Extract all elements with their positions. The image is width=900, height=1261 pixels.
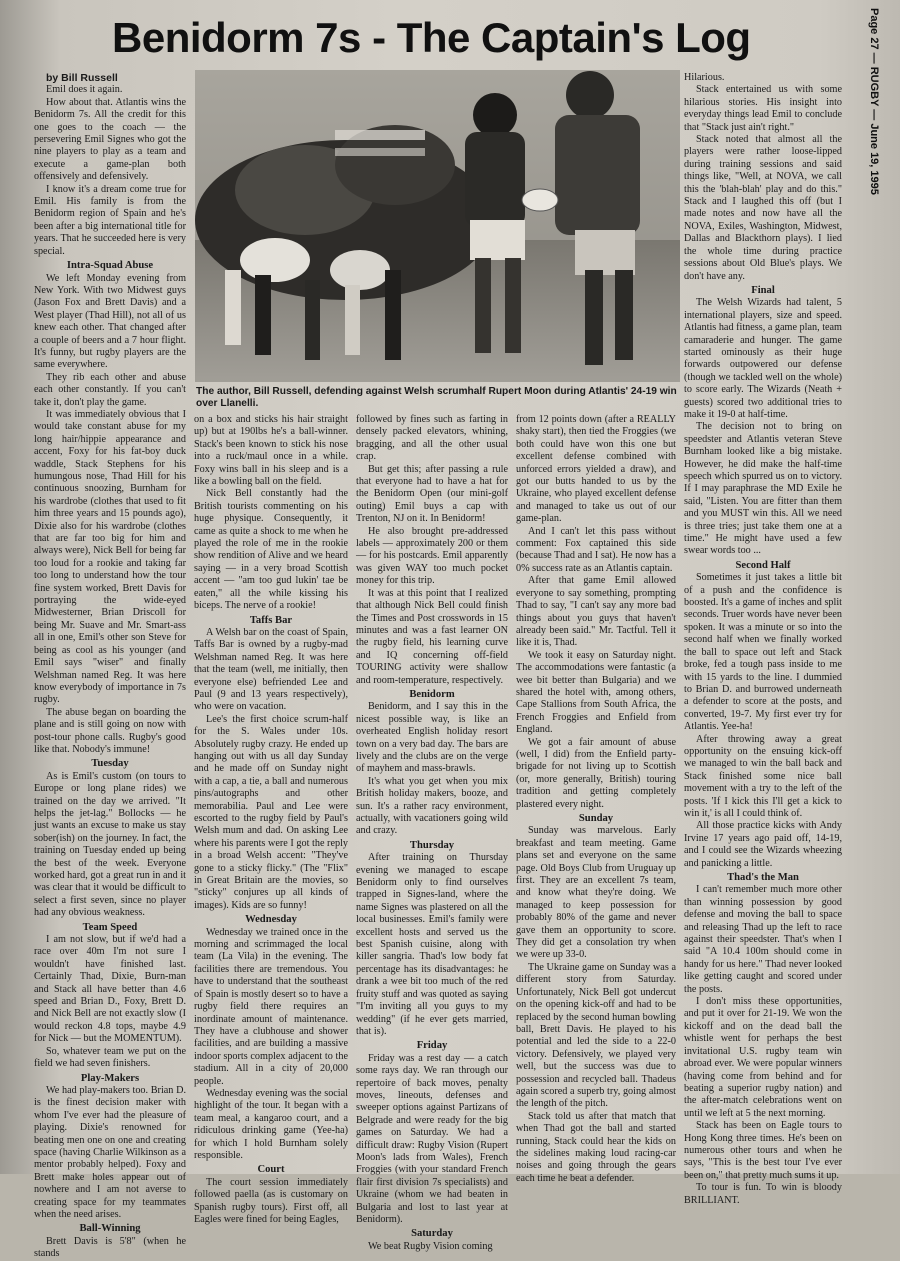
paragraph: Stack noted that almost all the players were rather loose-lipped during training sessions and said things like, "Well, at NOVA, we call this the 'blah-blah' play and do this." Stack and I laughed this off (but I made notes and now have all the NOVA, Exiles, Washington, Midwest, Dallas and Blackthorn plays). I lied the whole time during practice sessions about Old Blue's plays. We don't have any. (684, 134, 842, 282)
paragraph: We took it easy on Saturday night. The accommodations were fantastic (a wee bit better than Bulgaria) and we shared the hotel with, among others, Cape Stallions from South Africa, the French Froggies and Enfield from England. (516, 649, 676, 736)
subhead: Thursday (409, 839, 455, 851)
paragraph: The decision not to bring on speedster and Atlantis veteran Steve Burnham looked like a big mistake. However, he did make the half-time speech which spurred us on to victory. If I may paraphrase the MD Exile he said, "Listen. You are fitter than them and you MUST win this. All we need is three tries; just take them one at a time." He might have used a few swear words too ... (684, 421, 842, 557)
paragraph: The Welsh Wizards had talent, 5 international players, size and speed. Atlantis had fitness, a game plan, team camaraderie and hunger. The game started ominously as their huge forwards outpowered our defense (though we tackled well on the whole) to score early. The Wizards (Neath + guests) scored two additional tries to make it 19-0 at half-time. (684, 297, 842, 420)
paragraph: Wednesday we trained once in the morning and scrimmaged the local team (La Vila) in the evening. The facilities there are tremendous. You have to understand that the southeast of Spain is mostly desert so to have a rugby field there requires an inordinate amount of maintenance. They have a clubhouse and shower facilities, and are building a massive indoor sports complex adjacent to the stadium. All in a city of 20,000 people. (194, 926, 348, 1087)
paragraph: Sometimes it just takes a little bit of a push and the confidence is boosted. It's a game of inches and split seconds. Truer words have never been spoken. It was a minute or so into the second half when we finally worked the ball to space out left and Stack broke, fed a tough pass inside to me with 15 yards to the line. I dummied to Brian D. and burrowed underneath a defender to score at the posts, and converted, 19-7. My first ever try for Atlantis. Yee-ha! (684, 572, 842, 733)
paragraph: To tour is fun. To win is bloody BRILLIANT. (684, 1182, 842, 1206)
paragraph: Sunday was marvelous. Early breakfast and team meeting. Game plans set and everyone on the same page. Old Boys Club from Uruguay up first. They are an excellent 7s team, and know what they're doing. We managed to keep possession for probably 80% of the game and never gave them an opportunity to score. They did get a consolation try when we were up 33-0. (516, 825, 676, 961)
subhead: Ball-Winning (79, 1223, 141, 1235)
paragraph: Lee's the first choice scrum-half for the S. Wales under 10s. Absolutely rugby crazy. He ended up hanging out with us all day Sunday and he made off on Sunday night with a cap, a tie, a ball and numerous pins/autographs and other memorabilia. Paul and Lee were escorted to the rugby field by Paul's Welsh mum and dad. On asking Lee where his parents were I got the reply in a broad Welsh accent: "They've gone to a sticky flicky." (The "Flix" in Great Britain are the movies, so "sticky" conjures up all kinds of images). Kids are so funny! (194, 713, 348, 911)
paragraph: After training on Thursday evening we managed to escape Benidorm only to find ourselves trapped in Signes-land, where the name Signes was plastered on all the local businesses. Emil's family were excellent hosts and served us the best Spanish cuisine, along with killer sangria. Thad's low body fat percentage has its disadvantages: he drank a wee bit too much of the red fruity stuff and was quoted as saying "I'm inviting all you guys to my wedding" (if he ever gets married, that is). (356, 852, 508, 1037)
paragraph: on a box and sticks his hair straight up) but at 190lbs he's a ball-winner. Stack's been known to stick his nose into a ruck/maul once in a while. Foxy wins ball in his sleep and is a like a bowling ball on the field. (194, 414, 348, 488)
paragraph: After that game Emil allowed everyone to say something, prompting Thad to say, "I can't say any more bad things about you guys that haven't already been said." Mr. Tactful. Tell it like it is, Thad. (516, 575, 676, 649)
paragraph: Stack has been on Eagle tours to Hong Kong three times. He's been on numerous other tours and when he says, "This is the best tour I've ever been on," that pretty much sums it up. (684, 1120, 842, 1181)
paragraph: And I can't let this pass without comment: Fox captained this side (because Thad and I sat). He now has a 0% success rate as an Atlantis captain. (516, 525, 676, 574)
paragraph: We had play-makers too. Brian D. is the finest decision maker with whom I've ever had the pleasure of playing. Dixie's renowned for beating men one on one and creating space (having Charlie Wilkinson as a mentor probably helped). Foxy and Brett make holes appear out of nowhere and I am not averse to creating space for my teammates when the need arises. (34, 1084, 186, 1220)
paragraph: Emil does it again. (46, 84, 123, 96)
paragraph: As is Emil's custom (on tours to Europe or long plane rides) we trained on the day we arrived. "It helps the jet-lag." Bollocks — he just wants an excuse to make us stay sober(ish) on the journey. In fact, the training on Tuesday ended up being the best of the week. Everyone worked hard, got a great run in and it was clear that it would be difficult to select a first seven, since no player had any obvious weakness. (34, 770, 186, 919)
paragraph: I can't remember much more other than winning possession by good defense and moving the ball to space and releasing Thad up the left to race against their speedster. That's when I said "A 10.4 100m should come in handy for us here." Thad never looked like getting caught and scored under the posts. (684, 884, 842, 995)
column-2 (194, 414, 348, 1225)
subhead: Benidorm (409, 688, 455, 700)
subhead: Sunday (578, 813, 614, 824)
paragraph: The Ukraine game on Sunday was a different story from Saturday. Unfortunately, Nick Bell got undercut on the opening kick-off and had to be replaced by the second human bowling ball, Brett Davis. He played to his potential and led the side to a 22-0 victory. Defensively, we played very well, but the success was due to possession and recycled ball. Thadeus again scored a superb try, going almost the length of the pitch. (516, 961, 676, 1110)
paragraph: Nick Bell constantly had the British tourists commenting on his huge physique. Consequently, it came as quite a shock to me when he played the role of me in the rookie show rendition of Alive and we heard saying — in a very broad Scottish accent — "am too gud lukin' tae be eaten," all the while kissing his biceps. The nerve of a rookie! (194, 488, 348, 612)
column-1 (34, 72, 186, 1260)
subhead: Second Half (735, 559, 791, 571)
paragraph: We got a fair amount of abuse (well, I did) from the Enfield party-brigade for not living up to Scottish (or, more generally, British) touring tradition and getting completely plastered every night. (516, 736, 676, 810)
rugby-scrum-photo (195, 70, 680, 382)
subhead: Saturday (411, 1228, 453, 1240)
subhead: Intra-Squad Abuse (66, 260, 154, 272)
paragraph: Stack told us after that match that when Thad got the ball and started running, Stack could hear the kids on the sidelines making loud racing-car noises and going through the gears each time he beat a defender. (516, 1110, 676, 1184)
paragraph: Friday was a rest day — a catch some rays day. We ran through our repertoire of back moves, penalty moves, lineouts, defenses and sweeper options against Partizans of Belgrade and were ready for the big games on Saturday. We had a difficult draw: Rugby Vision (Rupert Moon's lads from Wales), French Froggies (with your standard French flair first division 7s specialists) and Ukraine (whom we had beaten in Bulgaria and lost to last year at Benidorm). (356, 1052, 508, 1225)
paragraph: How about that. Atlantis wins the Benidorm 7s. All the credit for this one goes to the coach — the persevering Emil Signes who got the nine players to play as a team and execute a game-plan both offensively and defensively. (34, 96, 186, 183)
paragraph: But get this; after passing a rule that everyone had to have a hat for the Benidorm Open (our mini-golf outing) Emil buys a cap with Trenton, NJ on it. In Benidorm! (356, 463, 508, 525)
paragraph: It was at this point that I realized that although Nick Bell could finish the Times and Post crosswords in 15 minutes and was a fast learner ON the rugby field, his learning curve and IQ concerning off-field TOURING activity were shallow and room-temperature, respectively. (356, 587, 508, 686)
subhead: Tuesday (91, 758, 129, 770)
paragraph: Wednesday evening was the social highlight of the tour. It began with a team meal, a kangaroo court, and a ridiculous drinking game (Yee-ha) for which I hold Burnham solely responsible. (194, 1087, 348, 1161)
paragraph: It was immediately obvious that I would take constant abuse for my long hair/hippie appearance and accent, Foxy for his fat-boy duck waddle, Stack Stephens for his humungous nose, Thad Hill for his continuous snoozing, Burnham for his wardrobe (clothes that used to fit him three years and 15 pounds ago), Dixie also for his wardrobe (clothes that are far too big for him and always were), Nick Bell for being far too loud for a rookie and taking far too long to understand how the tour fine system worked, Brett Davis for portraying the wide-eyed Midwesterner, Brian Driscoll for being Mr. Suave and Mr. Smart-ass all in one, Emil's other son Steve for being as cool as his younger (and Emil says "wiser" and finally Welshman named Reg. It was here know everybody of importance in 7s rugby. (34, 408, 186, 706)
running-head (868, 8, 892, 308)
subhead: Friday (416, 1040, 448, 1052)
column-4 (516, 414, 676, 1184)
paragraph: from 12 points down (after a REALLY shaky start), then tied the Froggies (we both could have won this one but excellent defense combined with unforced errors yielded a draw), and got our butts handed to us by the Ukraine, who played excellent defense and managed to take us out of our game-plan. (516, 414, 676, 525)
paragraph: We beat Rugby Vision coming (368, 1240, 493, 1252)
paragraph: followed by fines such as farting in densely packed elevators, whining, bragging, and all the other usual crap. (356, 414, 508, 463)
paragraph: Benidorm, and I say this in the nicest possible way, is like an overheated English holiday resort town on a very bad day. The bars are lively and the clubs are on the verge of mayhem and mass-brawls. (356, 701, 508, 775)
paragraph: I know it's a dream come true for Emil. His family is from the Benidorm region of Spain and he's been after a big international title for years. That he succeeded here is very special. (34, 183, 186, 257)
paragraph: Stack entertained us with some hilarious stories. His insight into everyday things lead Emil to conclude that "Stack just ain't right." (684, 84, 842, 133)
subhead: Wednesday (245, 914, 297, 926)
paragraph: The court session immediately followed paella (as is customary on Spanish rugby tours). First off, all Eagles were fined for being Eagles, (194, 1176, 348, 1225)
paragraph: Hilarious. (684, 72, 725, 83)
paragraph: So, whatever team we put on the field we had seven finishers. (34, 1045, 186, 1070)
subhead: Final (751, 284, 775, 296)
paragraph: We left Monday evening from New York. With two Midwest guys (Jason Fox and Brett Davis) and a West player (Thad Hill), not all of us knew each other. That changed after a couple of beers and a 7 hour flight. It's funny, but rugby players are the same everywhere. (34, 272, 186, 371)
subhead: Court (257, 1164, 285, 1176)
paragraph: It's what you get when you mix British holiday makers, booze, and sun. It's a rather racy environment, actually, with vacationers going wild and crazy. (356, 775, 508, 837)
paragraph: I am not slow, but if we'd had a race over 40m I'm not sure I wouldn't have finished last. Certainly Thad, Dixie, Burn-man and Stack all have better than 4.6 speed and Brian D., Foxy, Brett D. and Nick Bell are not exactly slow (I would reckon 4.8 tops, maybe 4.9 for Nick — but the MOMENTUM). (34, 934, 186, 1045)
subhead: Thad's the Man (727, 872, 799, 883)
paragraph: He also brought pre-addressed labels — approximately 200 or them — for his postcards. Emil apparently was given WAY too much pocket money for this trip. (356, 525, 508, 587)
subhead: Taffs Bar (249, 614, 293, 626)
photo-caption: The author, Bill Russell, defending against Welsh scrumhalf Rupert Moon during Atlantis' 24-19 win over Llanelli. (196, 386, 677, 410)
paragraph: I don't miss these opportunities, and put it over for 21-19. We won the kickoff and on the dead ball the whistle went for perhaps the best invitational U.S. rugby team win abroad ever. We were popular winners (having come from behind and for beating a superior rugby nation) and the after-match celebrations went on until we left at 5 the next morning. (684, 996, 842, 1119)
column-5 (684, 72, 842, 1206)
paragraph: A Welsh bar on the coast of Spain, Taffs Bar is owned by a rugby-mad Welshman named Reg. It was here that the team (well, me initially, then everyone else) befriended Lee and Paul (9 and 13 years respectively), who were on vacation. (194, 626, 348, 713)
paragraph: All those practice kicks with Andy Irvine 17 years ago paid off, 14-19, and I could see the Wizards wheezing and panicking a little. (684, 820, 842, 869)
subhead: Play-Makers (80, 1072, 140, 1084)
paragraph: After throwing away a great opportunity on the ensuing kick-off we managed to win the ball back and Stack finished some nice ball movement with a try to the left of the posts. 'If I kick this I'll get a kick to win it,' is all I could think of. (684, 733, 842, 819)
paragraph: They rib each other and abuse each other constantly. If you can't take it, don't play the game. (34, 371, 186, 408)
paragraph: Brett Davis is 5'8" (when he stands (34, 1235, 186, 1260)
paragraph: The abuse began on boarding the plane and is still going on now with post-tour phone calls. Rugby's good like that. Nobody's immune! (34, 706, 186, 755)
column-3 (356, 414, 508, 1252)
byline: by Bill Russell (46, 72, 118, 84)
subhead: Team Speed (82, 921, 138, 933)
article-title: Benidorm 7s - The Captain's Log (112, 14, 751, 61)
running-head-text: Page 27 — RUGBY — June 19, 1995 (868, 8, 880, 195)
